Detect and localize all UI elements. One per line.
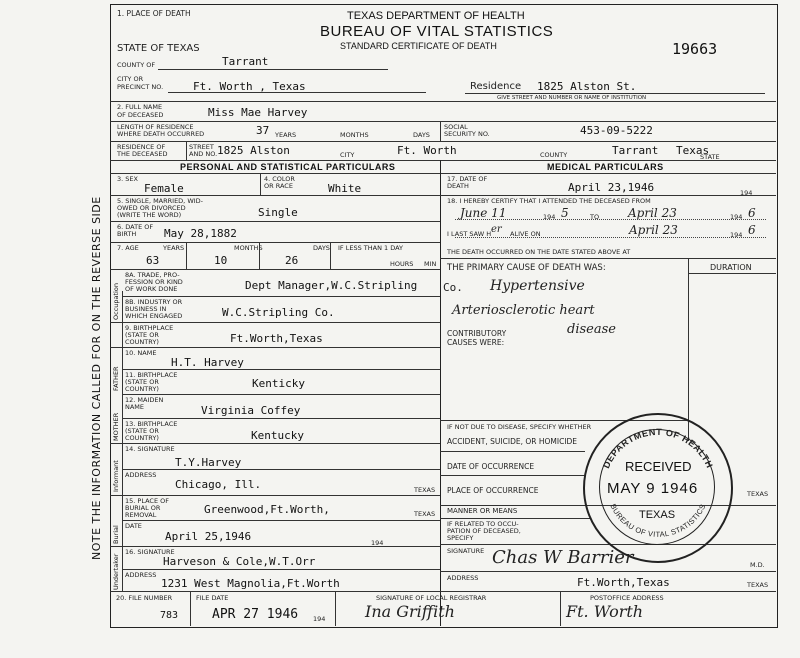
informant-sig-value: T.Y.Harvey [175, 456, 242, 469]
postoffice-value: Ft. Worth [566, 602, 644, 621]
residence-county-label: COUNTY [540, 151, 568, 159]
trade-label-2: FESSION OR KIND [125, 278, 183, 286]
father-tag: FATHER [112, 366, 120, 391]
marital-value: Single [258, 206, 298, 219]
occupation-tag: Occupation [112, 283, 120, 320]
burial-value: Greenwood,Ft.Worth, [204, 503, 330, 516]
last-saw-him: er [491, 224, 502, 235]
cause-label: THE PRIMARY CAUSE OF DEATH WAS: [447, 263, 606, 273]
hours-label: HOURS [390, 260, 414, 268]
sex-label: 3. SEX [117, 175, 138, 183]
birthplace-label-1: 9. BIRTHPLACE [125, 324, 174, 332]
age-days-value: 26 [285, 254, 299, 267]
undertaker-sig-label: 16. SIGNATURE [125, 548, 175, 556]
deceased-name: Miss Mae Harvey [208, 106, 308, 119]
cause-line-3: disease [567, 322, 616, 337]
dob-label-1: 6. DATE OF [117, 223, 154, 231]
stamp-state: TEXAS [639, 509, 676, 521]
burial-texas-label: TEXAS [414, 510, 436, 518]
attended-from-year: 5 [561, 206, 569, 220]
physician-address-value: Ft.Worth,Texas [577, 576, 670, 589]
manner-label: MANNER OR MEANS [447, 507, 518, 515]
undertaker-addr-value: 1231 West Magnolia,Ft.Worth [161, 577, 340, 590]
date-occ-label: DATE OF OCCURRENCE [447, 462, 535, 471]
street-label-2: AND NO. [189, 150, 218, 158]
physician-address-label: ADDRESS [447, 574, 479, 582]
place-of-death-label: 1. PLACE OF DEATH [117, 9, 191, 18]
bureau-title: BUREAU OF VITAL STATISTICS [320, 23, 554, 40]
undertaker-tag: Undertaker [112, 553, 120, 590]
informant-texas-label: TEXAS [414, 486, 436, 494]
attended-from: June 11 [460, 206, 507, 220]
trade-value: Dept Manager,W.C.Stripling [245, 279, 418, 292]
last-saw-year: 6 [748, 223, 756, 237]
birthplace-label-2: (STATE OR [125, 331, 159, 339]
burial-date-label: DATE [125, 522, 142, 530]
personal-section-title: PERSONAL AND STATISTICAL PARTICULARS [180, 162, 396, 172]
age-months-label: MONTHS [234, 244, 263, 252]
physician-texas: TEXAS [747, 581, 769, 589]
state-label: STATE OF TEXAS [117, 43, 200, 54]
industry-label-1: 8B. INDUSTRY OR [125, 298, 183, 306]
cause-line-2: Arteriosclerotic heart [452, 303, 595, 318]
age-label: 7. AGE [117, 244, 139, 252]
burial-label-2: BURIAL OR [125, 504, 161, 512]
birthplace-label-3: COUNTRY) [125, 338, 159, 346]
name-label-1: 2. FULL NAME [117, 103, 163, 111]
related-label-1: IF RELATED TO OCCU- [447, 520, 519, 528]
attended-label: 18. I HEREBY CERTIFY THAT I ATTENDED THE DECEASED FROM [447, 197, 651, 205]
father-bp-label-3: COUNTRY) [125, 385, 159, 393]
last-saw-label-1: I LAST SAW H [447, 230, 492, 238]
age-days-label: DAYS [313, 244, 330, 252]
informant-addr-value: Chicago, Ill. [175, 478, 262, 491]
place-occ-label: PLACE OF OCCURRENCE [447, 486, 539, 495]
color-value: White [328, 182, 362, 195]
residence-city-label: CITY [340, 151, 355, 159]
last-saw-label-2: ALIVE ON [510, 230, 541, 238]
street-value: 1825 Alston [217, 144, 290, 157]
contrib-label-1: CONTRIBUTORY [447, 329, 507, 338]
related-label-3: SPECIFY [447, 534, 474, 542]
burial-tag: Burial [112, 525, 120, 544]
mother-bp-value: Kentucky [251, 429, 304, 442]
not-due-label: IF NOT DUE TO DISEASE, SPECIFY WHETHER [447, 423, 592, 431]
attended-to: April 23 [628, 206, 677, 220]
place-occ-texas: TEXAS [747, 490, 769, 498]
stated-label: THE DEATH OCCURRED ON THE DATE STATED ABOVE AT [447, 248, 631, 256]
related-label-2: PATION OF DECEASED, [447, 527, 521, 535]
stamp-date: MAY 9 1946 [607, 480, 699, 497]
sex-value: Female [144, 182, 184, 195]
length-years-value: 37 [256, 124, 270, 137]
marital-label-3: (WRITE THE WORD) [117, 211, 182, 219]
industry-label-2: BUSINESS IN [125, 305, 167, 313]
physician-signature: Chas W Barrier [492, 547, 634, 568]
contrib-label-2: CAUSES WERE: [447, 338, 505, 347]
mother-bp-label-1: 13. BIRTHPLACE [125, 420, 178, 428]
certificate-number: 19663 [672, 40, 718, 58]
duration-label: DURATION [710, 263, 752, 272]
mother-maiden-label-1: 12. MAIDEN [125, 396, 164, 404]
color-label-2: OR RACE [264, 182, 293, 190]
dob-value: May 28,1882 [164, 227, 237, 240]
stamp-received: RECEIVED [625, 459, 692, 474]
file-date-year: 194 [313, 615, 326, 623]
dob-label-2: BIRTH [117, 230, 137, 238]
marital-label-1: 5. SINGLE, MARRIED, WID- [117, 197, 204, 205]
residence-sublabel: GIVE STREET AND NUMBER OR NAME OF INSTITUTION [497, 95, 647, 101]
social-label-1: SOCIAL [444, 123, 468, 131]
burial-year-label: 194 [371, 539, 384, 547]
standard-title: STANDARD CERTIFICATE OF DEATH [340, 41, 497, 51]
residence-state-label: STATE [700, 153, 720, 161]
date-death-label-1: 17. DATE OF [447, 175, 488, 183]
informant-addr-label: ADDRESS [125, 471, 157, 479]
city-label-2: PRECINCT NO. [117, 83, 164, 91]
undertaker-sig-value: Harveson & Cole,W.T.Orr [163, 555, 316, 568]
father-bp-label-2: (STATE OR [125, 378, 159, 386]
county-value: Tarrant [222, 55, 269, 68]
age-months-value: 10 [214, 254, 228, 267]
file-date-value: APR 27 1946 [212, 607, 299, 622]
length-label-2: WHERE DEATH OCCURRED [117, 130, 205, 138]
last-saw-value: April 23 [629, 223, 678, 237]
informant-tag: Informant [112, 460, 120, 492]
file-date-label: FILE DATE [196, 594, 229, 602]
mother-tag: MOTHER [112, 412, 120, 441]
signature-label: SIGNATURE [447, 547, 485, 555]
industry-label-3: WHICH ENGAGED [125, 312, 183, 320]
street-label-1: STREET [189, 143, 214, 151]
father-name-label: 10. NAME [125, 349, 157, 357]
attended-194-b: 194 [730, 213, 743, 221]
stamp-top-text: DEPARTMENT OF HEALTH [601, 426, 715, 470]
name-label-2: OF DECEASED [117, 111, 164, 119]
birthplace-value: Ft.Worth,Texas [230, 332, 323, 345]
attended-to-year: 6 [748, 206, 756, 220]
age-less-label: IF LESS THAN 1 DAY [338, 244, 404, 252]
father-bp-label-1: 11. BIRTHPLACE [125, 371, 178, 379]
postoffice-label: POSTOFFICE ADDRESS [590, 594, 664, 602]
mother-bp-label-2: (STATE OR [125, 427, 159, 435]
cause-prefix: Co. [443, 281, 463, 294]
file-number-value: 783 [160, 610, 179, 621]
registrar-signature: Ina Griffith [365, 602, 455, 621]
age-years-label: YEARS [163, 244, 185, 252]
dept-title: TEXAS DEPARTMENT OF HEALTH [347, 10, 525, 22]
color-label-1: 4. COLOR [264, 175, 295, 183]
attended-194-a: 194 [543, 213, 556, 221]
city-value: Ft. Worth , Texas [193, 80, 306, 93]
mother-maiden-value: Virginia Coffey [201, 404, 301, 417]
date-death-year: 194 [740, 189, 753, 197]
trade-label-3: OF WORK DONE [125, 285, 178, 293]
social-label-2: SECURITY NO. [444, 130, 490, 138]
residence-value: 1825 Alston St. [537, 80, 637, 93]
city-label-1: CITY OR [117, 75, 144, 83]
res-label-1: RESIDENCE OF [117, 143, 166, 151]
cause-line-1: Hypertensive [490, 278, 585, 294]
residence-state-value: Texas [676, 144, 710, 157]
column-divider [440, 160, 441, 626]
medical-section-title: MEDICAL PARTICULARS [547, 162, 664, 172]
date-death-value: April 23,1946 [568, 181, 655, 194]
father-name-value: H.T. Harvey [171, 356, 244, 369]
mother-bp-label-3: COUNTRY) [125, 434, 159, 442]
years-label: YEARS [275, 131, 297, 139]
social-security-value: 453-09-5222 [580, 124, 653, 137]
trade-label-1: 8A. TRADE, PRO- [125, 271, 180, 279]
days-label: DAYS [413, 131, 430, 139]
informant-sig-label: 14. SIGNATURE [125, 445, 175, 453]
res-label-2: THE DECEASED [117, 150, 168, 158]
county-label: COUNTY OF [117, 61, 156, 69]
attended-to-label: TO [590, 213, 600, 221]
residence-county-value: Tarrant [612, 144, 659, 157]
age-years-value: 63 [146, 254, 160, 267]
registrar-label: SIGNATURE OF LOCAL REGISTRAR [376, 594, 487, 602]
marital-label-2: OWED OR DIVORCED [117, 204, 186, 212]
date-death-label-2: DEATH [447, 182, 469, 190]
min-label: MIN [424, 260, 437, 268]
md-label: M.D. [750, 561, 765, 569]
file-number-label: 20. FILE NUMBER [116, 594, 173, 602]
undertaker-addr-label: ADDRESS [125, 571, 157, 579]
residence-city-value: Ft. Worth [397, 144, 457, 157]
burial-date-value: April 25,1946 [165, 530, 252, 543]
accident-label: ACCIDENT, SUICIDE, OR HOMICIDE [447, 437, 578, 446]
left-margin-note: NOTE THE INFORMATION CALLED FOR ON THE REVERSE SIDE [90, 196, 103, 560]
received-stamp [583, 413, 733, 563]
last-saw-194: 194 [730, 231, 743, 239]
length-label-1: LENGTH OF RESIDENCE [117, 123, 194, 131]
residence-label: Residence [470, 81, 522, 92]
burial-label-1: 15. PLACE OF [125, 497, 169, 505]
industry-value: W.C.Stripling Co. [222, 306, 335, 319]
stamp-bottom-text: BUREAU OF VITAL STATISTICS [608, 502, 708, 539]
father-bp-value: Kenticky [252, 377, 305, 390]
mother-maiden-label-2: NAME [125, 403, 145, 411]
burial-label-3: REMOVAL [125, 511, 157, 519]
months-label: MONTHS [340, 131, 369, 139]
